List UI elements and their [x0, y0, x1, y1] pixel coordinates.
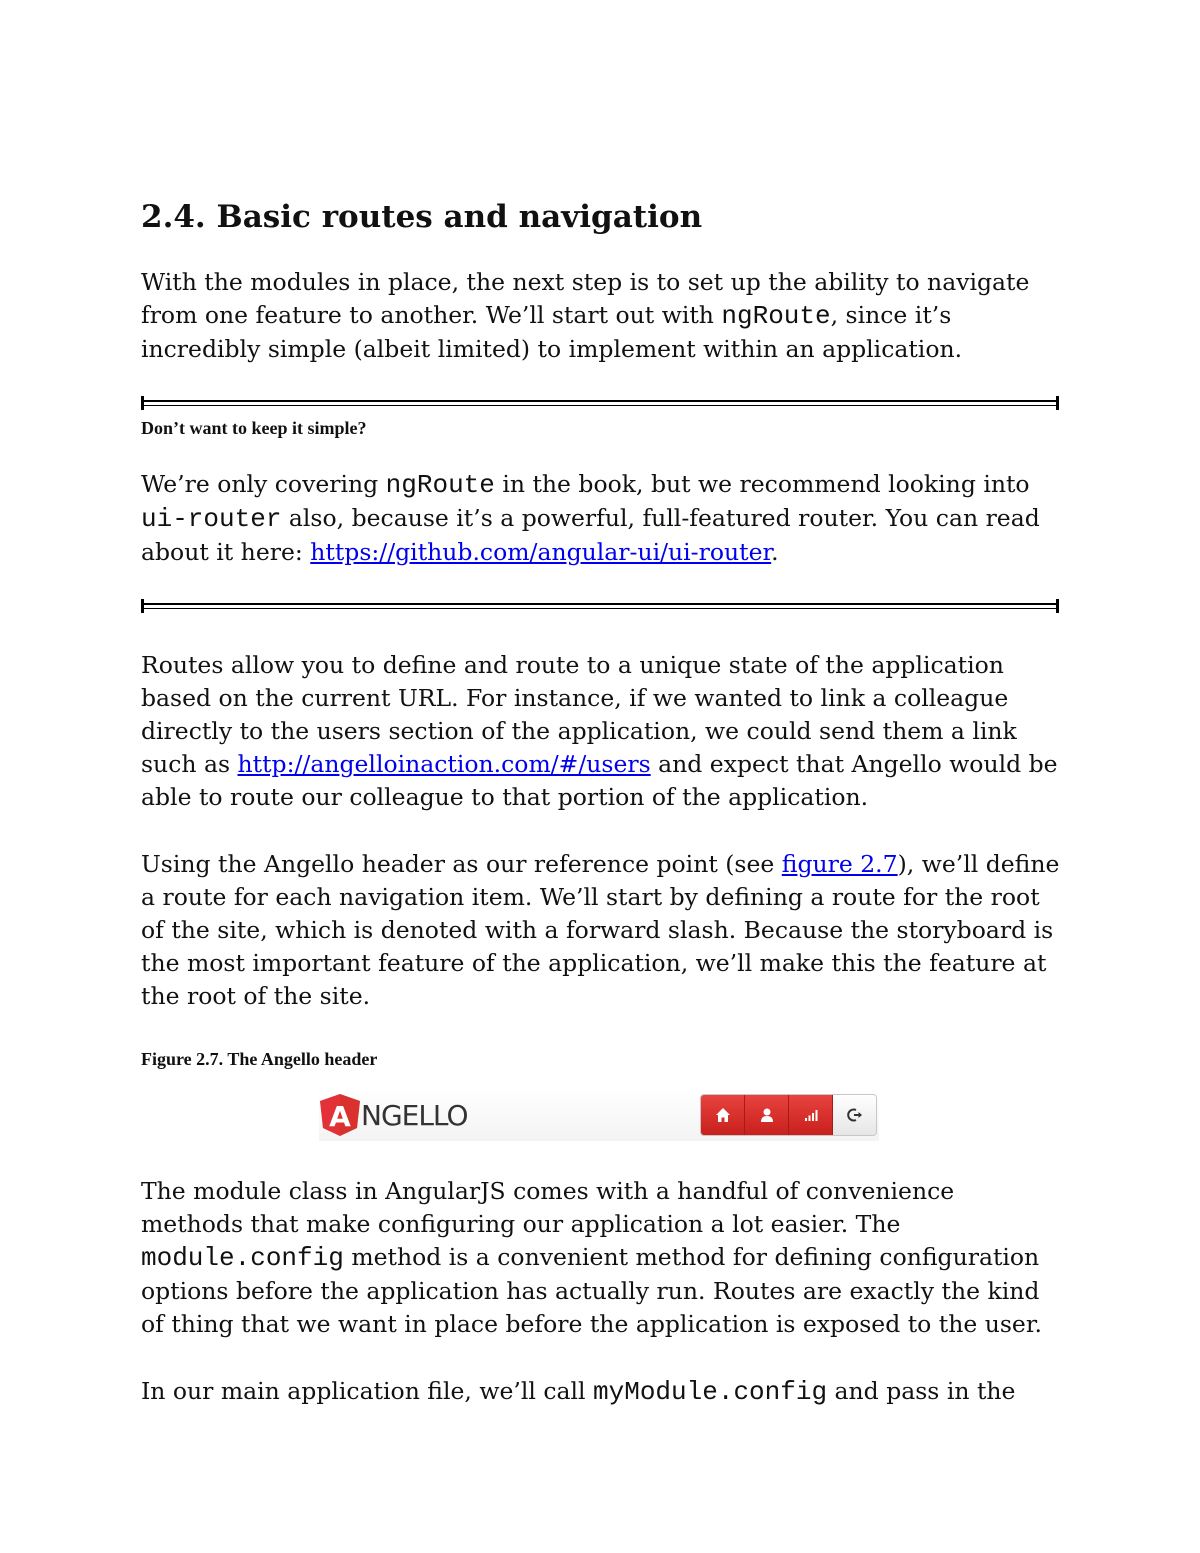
routes-paragraph	[141, 649, 1061, 814]
angular-shield-icon	[319, 1093, 361, 1137]
inline-code: module.config	[141, 1243, 344, 1273]
text-run: and pass in the	[827, 1377, 1016, 1405]
home-button[interactable]	[701, 1095, 745, 1135]
text-run: With the modules in place, the next step is to set up the ability to navigate from one feature to another. We’ll start out with	[141, 268, 1030, 329]
angello-logo	[319, 1093, 468, 1137]
inline-code: ui-router	[141, 504, 282, 534]
header-nav-buttons	[700, 1094, 877, 1136]
text-run: and expect that Angello would be able to route our colleague to that portion of the application.	[141, 750, 1058, 811]
text-run: .	[771, 538, 779, 566]
text-run: The module class in AngularJS comes with a handful of convenience methods that make configuring our application a lot easier. The	[141, 1177, 955, 1238]
angello-header-figure	[319, 1089, 879, 1141]
signal-icon	[803, 1107, 819, 1123]
last-paragraph	[141, 1375, 1061, 1409]
sidebar-top-rule	[141, 396, 1059, 410]
users-button[interactable]	[745, 1095, 789, 1135]
module-paragraph	[141, 1175, 1061, 1341]
text-run: Routes allow you to define and route to a unique state of the application based on the current URL. For instance, if we wanted to link a colleague directly to the users section of the application, we could send them a link such as	[141, 651, 1017, 778]
figure-reference-link[interactable]: figure 2.7	[781, 850, 898, 878]
figure-caption: Figure 2.7. The Angello header	[141, 1049, 378, 1069]
text-run: , since it’s incredibly simple (albeit limited) to implement within an application.	[141, 301, 963, 363]
sidebar-bottom-rule	[141, 599, 1059, 613]
logo-letter: A	[329, 1100, 351, 1133]
inline-code: ngRoute	[385, 470, 495, 500]
ui-router-link[interactable]: https://github.com/angular-ui/ui-router	[310, 538, 772, 566]
text-run: We’re only covering	[141, 470, 386, 498]
inline-code: ngRoute	[721, 301, 831, 331]
sidebar-title: Don’t want to keep it simple?	[141, 418, 367, 438]
document-body	[141, 196, 1061, 1409]
user-icon	[759, 1107, 775, 1123]
text-run: ), we’ll define a route for each navigation item. We’ll start by defining a route for the root of the site, which is denoted with a forward slash. Because the storyboard is the most important feature of the application, we’ll make this the feature at the root of the site.	[141, 850, 1060, 1010]
intro-paragraph	[141, 266, 1061, 366]
text-run: method is a convenient method for defining configuration options before the application has actually run. Routes are exactly the kind of thing that we want in place before the application is exposed to the user.	[141, 1243, 1042, 1338]
sidebar-paragraph	[141, 468, 1061, 569]
logo-text: NGELLO	[361, 1098, 468, 1132]
logout-icon	[847, 1107, 863, 1123]
text-run: Using the Angello header as our reference point (see	[141, 850, 782, 878]
text-run: also, because it’s a powerful, full-featured router. You can read about it here:	[141, 504, 1040, 566]
home-icon	[715, 1107, 731, 1123]
dashboard-button[interactable]	[789, 1095, 833, 1135]
users-url-link[interactable]: http://angelloinaction.com/#/users	[237, 750, 651, 778]
header-paragraph	[141, 848, 1061, 1013]
text-run: In our main application file, we’ll call	[141, 1377, 594, 1405]
section-title: 2.4. Basic routes and navigation	[141, 199, 703, 235]
logout-button[interactable]	[833, 1095, 876, 1135]
text-run: in the book, but we recommend looking into	[494, 470, 1030, 498]
inline-code: myModule.config	[593, 1377, 828, 1407]
